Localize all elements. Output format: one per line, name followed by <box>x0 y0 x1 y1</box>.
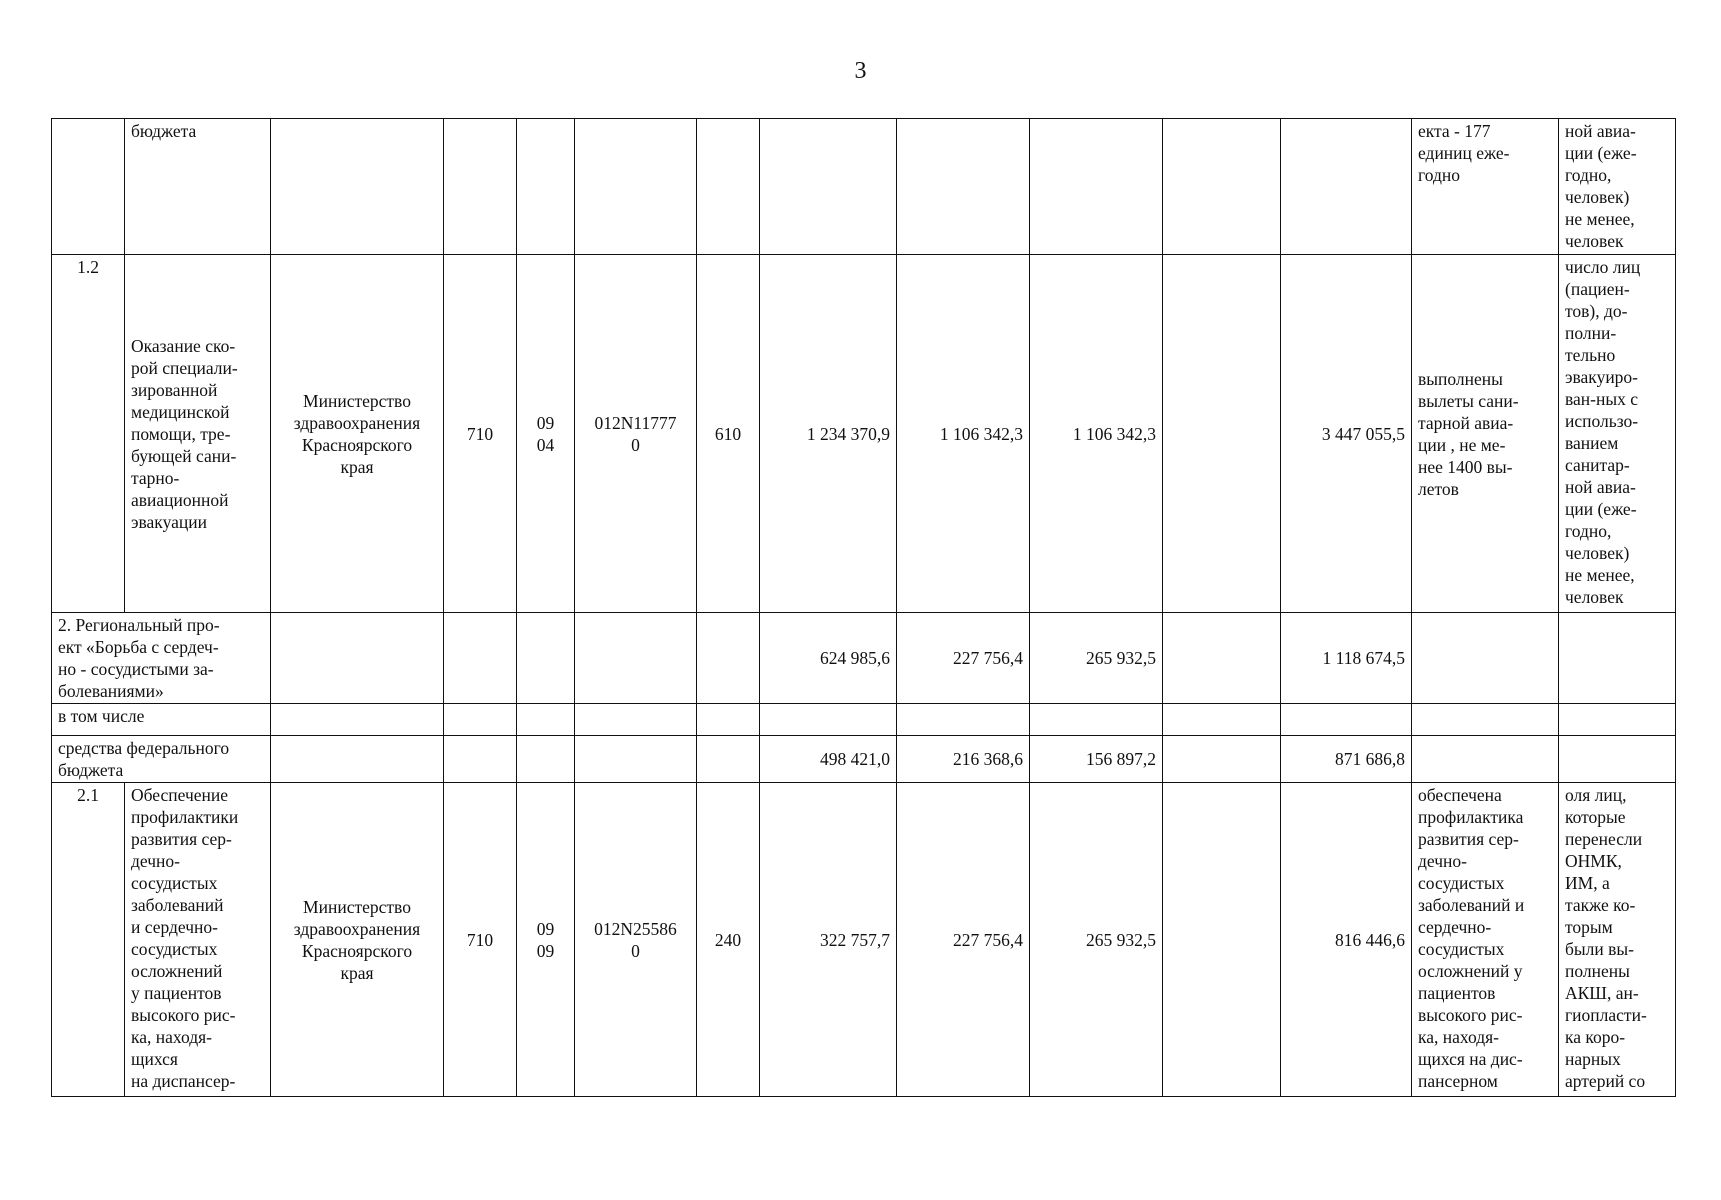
cell-ministry <box>271 119 444 255</box>
table-row-2-1 <box>52 783 1676 1097</box>
cell-year3: 156 897,2 <box>1030 736 1163 783</box>
cell-year3: 265 932,5 <box>1030 783 1163 1097</box>
cell-num: 1.2 <box>52 255 125 613</box>
cell-extra <box>1163 255 1281 613</box>
cell-grbs <box>444 613 517 704</box>
cell-rzpr <box>517 119 575 255</box>
cell-extra <box>1163 704 1281 736</box>
cell-total <box>1281 119 1412 255</box>
table-row-1-2 <box>52 255 1676 613</box>
cell-csr: 012N11777 0 <box>575 255 697 613</box>
cell-vr <box>697 704 760 736</box>
cell-grbs: 710 <box>444 783 517 1097</box>
cell-name: бюджета <box>125 119 271 255</box>
cell-rzpr <box>517 704 575 736</box>
cell-extra <box>1163 736 1281 783</box>
table-row-continuation <box>52 119 1676 255</box>
cell-indicator <box>1559 613 1676 704</box>
cell-year3 <box>1030 119 1163 255</box>
cell-name: 2. Региональный про- ект «Борьба с сердеч- но - сосудистыми за- болеваниями» <box>52 613 271 704</box>
cell-year2: 1 106 342,3 <box>897 255 1030 613</box>
cell-extra <box>1163 613 1281 704</box>
cell-year1 <box>760 704 897 736</box>
cell-result: екта - 177 единиц еже- годно <box>1412 119 1559 255</box>
cell-name: средства федерального бюджета <box>52 736 271 783</box>
cell-grbs <box>444 736 517 783</box>
cell-indicator: число лиц (пациен- тов), до- полни- тельно эвакуиро- ван-ных с использо- ванием санитар- ной авиа- ции (еже- годно, человек) не менее, человек <box>1559 255 1676 613</box>
cell-year1: 624 985,6 <box>760 613 897 704</box>
cell-vr <box>697 119 760 255</box>
cell-rzpr: 09 09 <box>517 783 575 1097</box>
cell-year2 <box>897 704 1030 736</box>
cell-total: 816 446,6 <box>1281 783 1412 1097</box>
cell-csr <box>575 613 697 704</box>
cell-year2: 227 756,4 <box>897 783 1030 1097</box>
cell-total: 871 686,8 <box>1281 736 1412 783</box>
cell-indicator <box>1559 704 1676 736</box>
cell-csr: 012N25586 0 <box>575 783 697 1097</box>
cell-ministry <box>271 704 444 736</box>
cell-total: 1 118 674,5 <box>1281 613 1412 704</box>
cell-vr: 610 <box>697 255 760 613</box>
cell-extra <box>1163 119 1281 255</box>
table-row-federal-budget <box>52 736 1676 783</box>
cell-year2: 227 756,4 <box>897 613 1030 704</box>
cell-vr: 240 <box>697 783 760 1097</box>
cell-csr <box>575 119 697 255</box>
cell-vr <box>697 613 760 704</box>
cell-ministry <box>271 736 444 783</box>
cell-name: Оказание ско- рой специали- зированной медицинской помощи, тре- бующей сани- тарно- авиационной эвакуации <box>125 255 271 613</box>
cell-year3 <box>1030 704 1163 736</box>
cell-name: в том числе <box>52 704 271 736</box>
cell-grbs <box>444 119 517 255</box>
cell-year2 <box>897 119 1030 255</box>
cell-result <box>1412 613 1559 704</box>
cell-rzpr <box>517 736 575 783</box>
cell-rzpr <box>517 613 575 704</box>
cell-num: 2.1 <box>52 783 125 1097</box>
cell-rzpr: 09 04 <box>517 255 575 613</box>
cell-year1: 322 757,7 <box>760 783 897 1097</box>
cell-result <box>1412 704 1559 736</box>
cell-result: выполнены вылеты сани- тарной авиа- ции , не ме- нее 1400 вы- летов <box>1412 255 1559 613</box>
cell-ministry <box>271 613 444 704</box>
cell-year2: 216 368,6 <box>897 736 1030 783</box>
cell-indicator: оля лиц, которые перенесли ОНМК, ИМ, а также ко- торым были вы- полнены АКШ, ан- гиопласти- ка коро- нарных артерий со <box>1559 783 1676 1097</box>
cell-year1: 1 234 370,9 <box>760 255 897 613</box>
cell-result: обеспечена профилактика развития сер- дечно- сосудистых заболеваний и сердечно- сосудистых осложнений у пациентов высокого рис- ка, находя- щихся на дис- пансерном <box>1412 783 1559 1097</box>
cell-year3: 265 932,5 <box>1030 613 1163 704</box>
cell-grbs: 710 <box>444 255 517 613</box>
cell-year1 <box>760 119 897 255</box>
program-table <box>51 118 1676 1097</box>
cell-result <box>1412 736 1559 783</box>
cell-total <box>1281 704 1412 736</box>
cell-ministry: Министерство здравоохранения Красноярского края <box>271 255 444 613</box>
cell-total: 3 447 055,5 <box>1281 255 1412 613</box>
table-row-including <box>52 704 1676 736</box>
cell-num <box>52 119 125 255</box>
cell-extra <box>1163 783 1281 1097</box>
cell-grbs <box>444 704 517 736</box>
cell-name: Обеспечение профилактики развития сер- дечно- сосудистых заболеваний и сердечно- сосудистых осложнений у пациентов высокого рис- ка, находя- щихся на диспансер- <box>125 783 271 1097</box>
cell-year1: 498 421,0 <box>760 736 897 783</box>
cell-vr <box>697 736 760 783</box>
table-row-project-2 <box>52 613 1676 704</box>
cell-year3: 1 106 342,3 <box>1030 255 1163 613</box>
cell-ministry: Министерство здравоохранения Красноярского края <box>271 783 444 1097</box>
cell-csr <box>575 704 697 736</box>
cell-indicator: ной авиа- ции (еже- годно, человек) не менее, человек <box>1559 119 1676 255</box>
cell-csr <box>575 736 697 783</box>
page-number: 3 <box>854 58 867 84</box>
cell-indicator <box>1559 736 1676 783</box>
